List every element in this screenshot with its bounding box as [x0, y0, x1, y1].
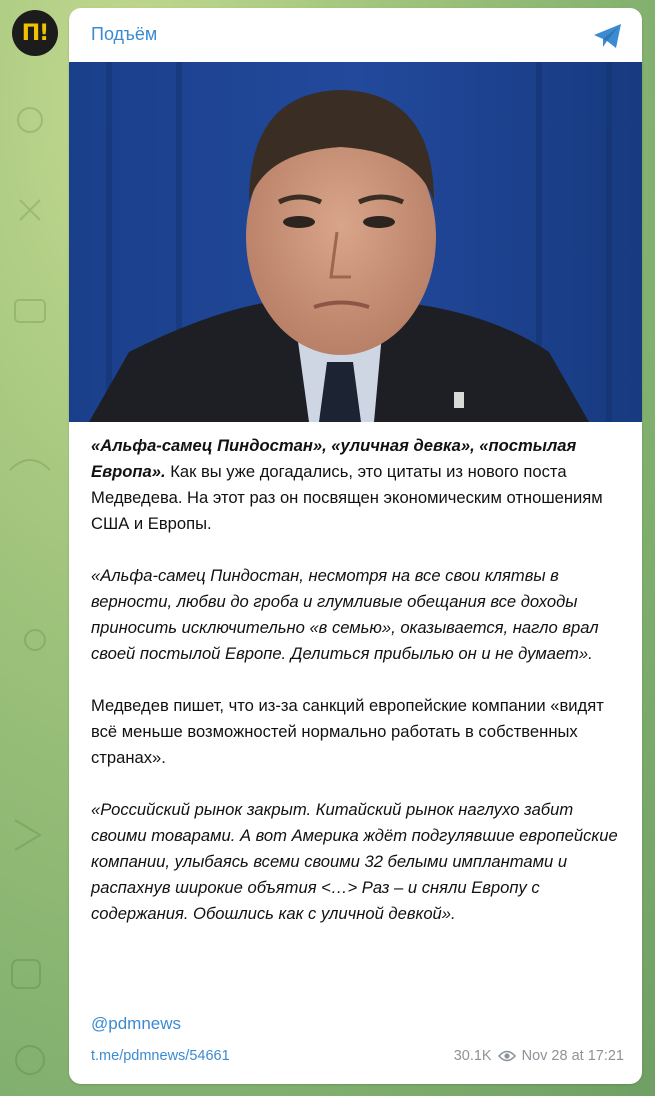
paragraph-2-quote: «Альфа-самец Пиндостан, несмотря на все свои клятвы в верности, любви до гроба и глумливые обещания все доходы приносить исключительно «в семью», оказывается, нагло врал своей постылой Европе. Делиться прибылью он и не думает». [91, 566, 599, 663]
paragraph-4-quote: «Российский рынок закрыт. Китайский рынок наглухо забит своими товарами. А вот Америка ждёт подгулявшие европейские компании, улыбаясь всеми своими 32 белыми имплантами и распахнув широкие объятия <…> Раз – и сняли Европу с содержания. Обошлись как с уличной девкой». [91, 800, 618, 923]
paragraph-3: Медведев пишет, что из-за санкций европейские компании «видят всё меньше возможностей нормально работать в собственных странах». [91, 696, 604, 767]
message-header [69, 8, 642, 62]
telegram-share-icon[interactable] [592, 22, 624, 50]
eye-icon [498, 1050, 516, 1062]
message-footer [91, 1048, 624, 1068]
post-link[interactable]: t.me/pdmnews/54661 [91, 1048, 230, 1064]
post-text [91, 433, 631, 953]
channel-name[interactable]: Подъём [91, 24, 158, 44]
message-date: Nov 28 at 17:21 [521, 1048, 624, 1064]
message-card [69, 8, 642, 1084]
post-photo [69, 62, 642, 422]
paragraph-1-rest: Как вы уже догадались, это цитаты из нового поста Медведева. На этот раз он посвящен экономическим отношениям США и Европы. [91, 462, 603, 533]
paragraph-1 [91, 433, 631, 537]
channel-avatar[interactable]: П! [12, 10, 58, 56]
quotes-bold: «Альфа-самец Пиндостан», «уличная девка», «постылая Европа». [91, 436, 577, 481]
message-meta [454, 1048, 624, 1064]
views-count: 30.1K [453, 1048, 492, 1064]
channel-handle-link[interactable]: @pdmnews [91, 1014, 182, 1033]
